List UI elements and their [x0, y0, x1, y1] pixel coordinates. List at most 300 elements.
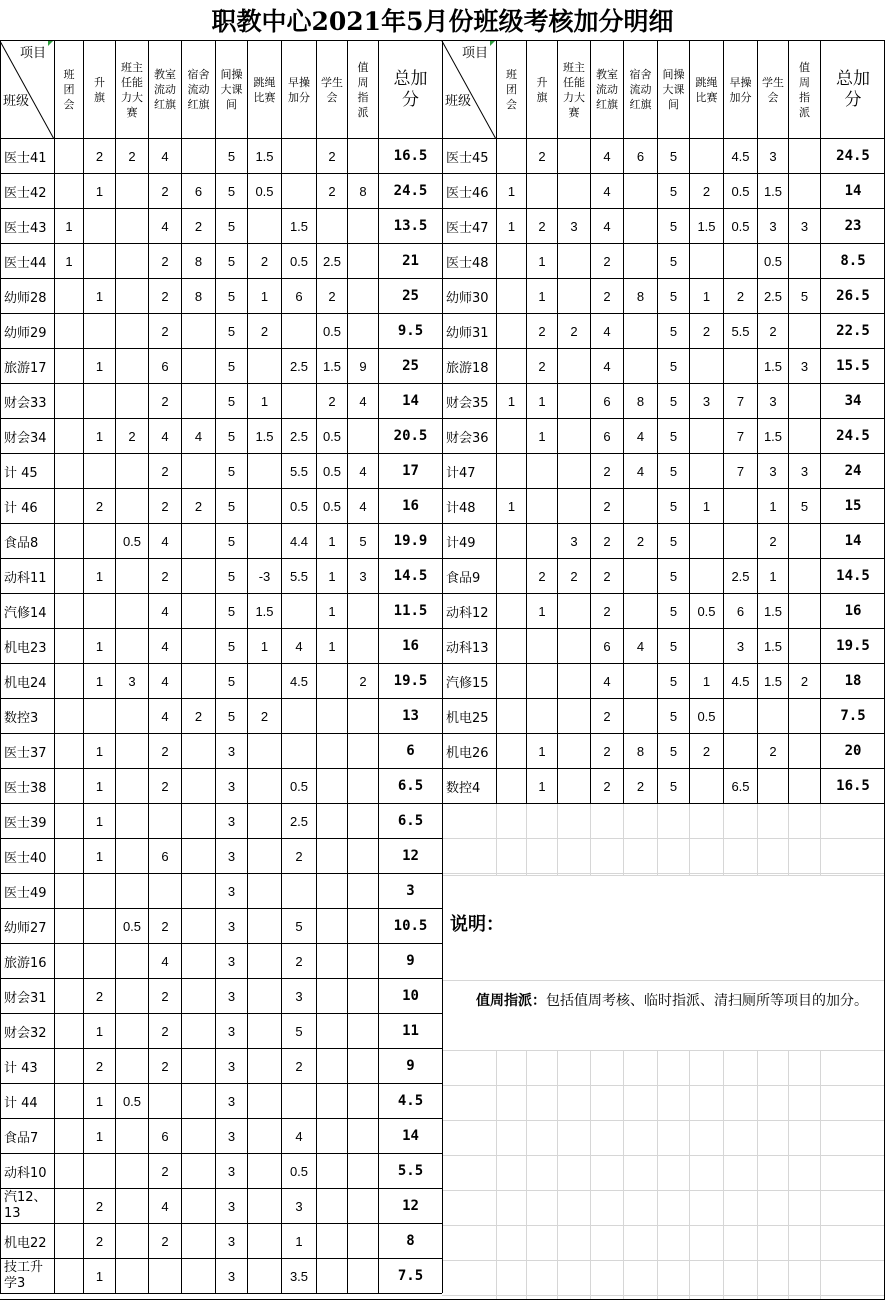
score-cell	[182, 524, 215, 558]
score-cell: 0.5	[289, 1163, 309, 1179]
score-cell	[527, 489, 557, 523]
score-cell	[558, 699, 590, 733]
class-name: 计49	[446, 535, 476, 551]
class-name: 动科12	[446, 605, 489, 621]
score-cell	[558, 279, 590, 313]
score-cell	[116, 839, 148, 873]
score-cell: 2.5	[763, 288, 783, 304]
score-cell	[55, 839, 83, 873]
class-name: 医士38	[4, 780, 47, 796]
class-name: 机电25	[446, 710, 489, 726]
score-cell	[248, 909, 281, 943]
score-cell	[84, 454, 115, 488]
score-cell: 1	[538, 743, 546, 759]
score-cell	[182, 139, 215, 173]
score-cell: 0.5	[731, 218, 750, 234]
score-cell	[282, 874, 316, 908]
score-cell	[55, 1259, 83, 1293]
total-score: 8.5	[840, 253, 866, 269]
score-cell	[182, 1014, 215, 1048]
total-score: 19.5	[393, 673, 428, 689]
total-score: 4.5	[397, 1093, 424, 1109]
score-cell	[317, 209, 347, 243]
total-score: 24.5	[836, 428, 870, 444]
score-cell: 8	[194, 288, 203, 304]
score-cell	[248, 349, 281, 383]
score-cell: 7	[736, 463, 745, 479]
score-cell	[558, 349, 590, 383]
class-name: 食品9	[446, 570, 481, 586]
score-cell: 4	[359, 498, 367, 514]
score-cell: 8	[636, 288, 645, 304]
score-cell	[558, 384, 590, 418]
score-cell	[182, 559, 215, 593]
column-header-left: 班 团 会	[63, 68, 75, 111]
score-cell: 2	[538, 148, 546, 164]
score-cell	[348, 769, 378, 803]
score-cell	[248, 524, 281, 558]
class-name: 医士37	[4, 745, 47, 761]
score-cell: 7	[736, 393, 745, 409]
grid-line	[557, 1050, 558, 1299]
score-cell: 5	[669, 253, 678, 269]
score-cell	[348, 909, 378, 943]
score-cell	[282, 1084, 316, 1118]
score-cell: 5	[669, 533, 678, 549]
score-cell	[348, 139, 378, 173]
score-cell	[55, 944, 83, 978]
score-cell: 5	[227, 323, 236, 339]
score-cell: 2	[260, 253, 269, 269]
total-score: 10.5	[393, 918, 428, 934]
score-cell: 3	[227, 813, 236, 829]
column-header-left: 宿舍 流动 红旗	[187, 68, 210, 111]
grid-line	[623, 1050, 624, 1299]
score-cell: 3	[227, 1163, 236, 1179]
class-name: 财会33	[4, 395, 47, 411]
class-name: 医士39	[4, 815, 47, 831]
score-cell: 0.5	[322, 323, 342, 339]
score-cell: 2	[161, 743, 169, 759]
grid-line	[442, 873, 885, 874]
score-cell: 4	[603, 183, 611, 199]
score-cell: 2	[603, 778, 611, 794]
grid-line	[442, 1085, 885, 1086]
score-cell: 4	[161, 603, 169, 619]
score-cell	[55, 769, 83, 803]
score-cell	[558, 454, 590, 488]
score-cell	[248, 664, 281, 698]
score-cell: 2	[800, 673, 809, 689]
score-cell	[248, 1049, 281, 1083]
score-cell	[55, 979, 83, 1013]
score-cell	[149, 874, 181, 908]
class-name: 医士41	[4, 150, 47, 166]
score-cell: 5	[669, 358, 678, 374]
class-name: 动科10	[4, 1165, 47, 1181]
total-score: 7.5	[397, 1268, 424, 1284]
corner-label-class: 班级	[3, 94, 30, 109]
score-cell	[497, 244, 526, 278]
score-cell: 8	[359, 183, 367, 199]
score-cell	[624, 664, 657, 698]
score-cell	[317, 769, 347, 803]
score-cell: 3	[227, 1233, 236, 1249]
score-cell	[55, 1154, 83, 1188]
grid-line	[689, 803, 690, 875]
score-cell: 5	[295, 918, 303, 934]
score-cell: 2	[161, 323, 169, 339]
score-cell	[116, 804, 148, 838]
class-name: 幼师31	[446, 325, 489, 341]
score-cell: 2	[128, 428, 136, 444]
score-cell	[84, 524, 115, 558]
score-cell: 3	[295, 988, 303, 1004]
score-cell: 1.5	[763, 428, 783, 444]
score-cell	[182, 944, 215, 978]
column-header-left: 间操 大课 间	[220, 68, 243, 111]
score-cell: 2	[95, 1198, 104, 1214]
class-name: 计 46	[4, 500, 38, 516]
score-cell: 1	[538, 393, 546, 409]
grid-line	[442, 1050, 885, 1051]
grid-line	[496, 803, 497, 875]
score-cell	[182, 909, 215, 943]
grid-line	[657, 1050, 658, 1299]
grid-line	[657, 803, 658, 875]
score-cell	[624, 244, 657, 278]
score-cell: 1	[95, 1128, 104, 1144]
score-cell	[789, 524, 820, 558]
total-score: 6.5	[397, 813, 424, 829]
score-cell	[55, 1224, 83, 1258]
score-cell: 5	[800, 498, 809, 514]
total-score: 5.5	[397, 1163, 424, 1179]
grid-line	[526, 803, 527, 875]
score-cell: 2	[603, 533, 611, 549]
score-cell	[182, 1224, 215, 1258]
total-score: 24.5	[393, 183, 428, 199]
score-cell	[116, 384, 148, 418]
score-cell	[690, 629, 723, 663]
score-cell: 5	[227, 428, 236, 444]
grid-line	[788, 803, 789, 875]
score-cell: 2	[603, 568, 611, 584]
total-score: 19.5	[836, 638, 870, 654]
score-cell: 0.5	[289, 498, 309, 514]
score-cell	[527, 454, 557, 488]
class-name: 食品7	[4, 1130, 39, 1146]
score-cell: 2	[603, 288, 611, 304]
column-header-left: 教室 流动 红旗	[154, 68, 176, 111]
grid-line	[442, 1295, 885, 1296]
score-cell: 5	[227, 218, 236, 234]
score-cell	[317, 1189, 347, 1223]
score-cell: 2	[328, 288, 336, 304]
score-cell	[55, 1084, 83, 1118]
score-cell: 4	[161, 1198, 169, 1214]
score-cell	[55, 279, 83, 313]
score-cell	[116, 1189, 148, 1223]
score-cell: 5	[669, 288, 678, 304]
score-cell: 1	[260, 393, 269, 409]
total-score: 14	[402, 393, 419, 409]
score-cell	[116, 279, 148, 313]
score-cell: 0.5	[122, 533, 142, 549]
class-name: 动科13	[446, 640, 489, 656]
score-cell: 3	[227, 1023, 236, 1039]
score-cell: 5	[227, 568, 236, 584]
score-cell: 2.5	[289, 358, 309, 374]
notes-text: 包括值周考核、临时指派、清扫厕所等项目的加分。	[546, 993, 868, 1009]
column-header-left: 值 周 指 派	[357, 60, 369, 119]
class-name: 汽修14	[4, 605, 47, 621]
column-header-right: 间操 大课 间	[662, 68, 685, 111]
score-cell	[558, 419, 590, 453]
score-cell	[248, 1154, 281, 1188]
score-cell: 0.5	[255, 183, 274, 199]
score-cell: 4	[359, 393, 367, 409]
total-score: 18	[844, 673, 862, 689]
score-cell	[116, 174, 148, 208]
score-cell: 2	[328, 393, 336, 409]
score-cell	[84, 314, 115, 348]
class-name: 机电22	[4, 1235, 47, 1251]
score-cell: 4.4	[289, 533, 309, 549]
score-cell	[497, 734, 526, 768]
score-cell	[248, 874, 281, 908]
score-cell	[527, 629, 557, 663]
score-cell: 6	[636, 148, 645, 164]
score-cell: 1	[65, 218, 73, 234]
score-cell	[348, 1049, 378, 1083]
score-cell	[248, 454, 281, 488]
score-cell: 1	[507, 393, 516, 409]
score-cell	[248, 1084, 281, 1118]
score-cell: 1	[95, 673, 104, 689]
grid-line	[820, 1050, 821, 1299]
score-cell: 2.5	[322, 253, 342, 269]
score-cell: 2.5	[289, 428, 309, 444]
score-cell: 3	[227, 883, 236, 899]
score-cell	[248, 1259, 281, 1293]
score-cell: 1	[507, 218, 516, 234]
total-score: 12	[402, 848, 419, 864]
column-header-right: 宿舍 流动 红旗	[629, 68, 652, 111]
score-cell	[624, 174, 657, 208]
score-cell	[182, 594, 215, 628]
score-cell	[116, 1224, 148, 1258]
score-cell	[116, 1154, 148, 1188]
score-cell: 2	[702, 743, 711, 759]
score-cell	[558, 594, 590, 628]
score-cell	[348, 944, 378, 978]
total-score: 15	[844, 498, 862, 514]
total-score: 3	[406, 883, 415, 899]
total-score: 9.5	[397, 323, 424, 339]
score-cell: 1	[538, 778, 546, 794]
score-cell: 2	[328, 148, 336, 164]
score-cell: 2	[603, 253, 611, 269]
score-cell	[182, 349, 215, 383]
total-score: 6.5	[397, 778, 424, 794]
column-header-right: 总加 分	[836, 68, 870, 110]
score-cell: 2	[295, 953, 303, 969]
score-cell	[282, 139, 316, 173]
score-cell	[317, 1049, 347, 1083]
score-cell: 4	[603, 673, 611, 689]
score-cell: 6	[161, 1128, 169, 1144]
score-cell	[690, 349, 723, 383]
class-name: 财会35	[446, 395, 489, 411]
class-name: 计 45	[4, 465, 38, 481]
score-cell: 2	[603, 603, 611, 619]
table-border	[442, 803, 885, 804]
score-cell	[84, 384, 115, 418]
class-name: 汽修15	[446, 675, 489, 691]
corner-label-class: 班级	[445, 94, 472, 109]
score-cell	[116, 1119, 148, 1153]
score-cell: 1.5	[255, 603, 274, 619]
score-cell: 6.5	[731, 778, 750, 794]
total-score: 16.5	[836, 778, 870, 794]
score-cell	[624, 594, 657, 628]
column-header-right: 值 周 指 派	[799, 60, 810, 119]
score-cell	[317, 1084, 347, 1118]
score-cell: 8	[194, 253, 203, 269]
grid-line	[590, 803, 591, 875]
score-cell	[690, 769, 723, 803]
score-cell: 3	[769, 393, 777, 409]
score-cell: 2	[328, 183, 336, 199]
score-cell	[84, 699, 115, 733]
total-score: 16.5	[393, 148, 428, 164]
column-header-right: 学生 会	[762, 75, 784, 104]
score-cell: 5	[669, 183, 678, 199]
score-cell: 5	[227, 603, 236, 619]
score-cell: 5	[669, 428, 678, 444]
score-cell	[282, 734, 316, 768]
score-cell	[789, 314, 820, 348]
score-cell: 5	[669, 743, 678, 759]
score-cell	[116, 209, 148, 243]
notes-term: 值周指派：	[476, 993, 546, 1009]
score-cell: 2	[128, 148, 136, 164]
score-cell: 2	[161, 183, 169, 199]
score-cell: 1	[702, 498, 711, 514]
grid-line	[757, 803, 758, 875]
score-cell	[84, 1154, 115, 1188]
score-cell: 5	[669, 148, 678, 164]
score-cell: 2	[95, 1058, 104, 1074]
score-cell: 0.5	[289, 253, 309, 269]
score-cell	[527, 699, 557, 733]
score-cell	[116, 1049, 148, 1083]
score-cell: 2	[603, 463, 611, 479]
score-cell	[497, 769, 526, 803]
score-cell: 6	[194, 183, 203, 199]
total-score: 9	[406, 953, 415, 969]
score-cell: 3	[227, 1198, 236, 1214]
class-name: 计 44	[4, 1095, 38, 1111]
score-cell: 2	[538, 323, 546, 339]
total-score: 14	[844, 183, 862, 199]
score-cell	[116, 1259, 148, 1293]
score-cell	[182, 629, 215, 663]
score-cell	[348, 699, 378, 733]
score-cell	[182, 1259, 215, 1293]
grid-line	[496, 1050, 497, 1299]
class-name: 机电23	[4, 640, 47, 656]
score-cell	[182, 1189, 215, 1223]
score-cell: 2	[603, 743, 611, 759]
score-cell: 2	[538, 218, 546, 234]
score-cell	[55, 419, 83, 453]
score-cell	[690, 524, 723, 558]
score-cell: 1.5	[763, 673, 783, 689]
score-cell	[690, 139, 723, 173]
score-cell	[624, 209, 657, 243]
score-cell	[690, 419, 723, 453]
score-cell	[624, 349, 657, 383]
score-cell: 4	[161, 218, 169, 234]
score-cell: 5	[227, 393, 236, 409]
score-cell	[348, 314, 378, 348]
score-cell: 5	[669, 498, 678, 514]
score-cell: 1.5	[763, 358, 783, 374]
score-cell: 5	[227, 533, 236, 549]
score-cell	[758, 769, 788, 803]
score-cell	[248, 839, 281, 873]
score-cell: 0.5	[322, 428, 342, 444]
score-cell: 1.5	[697, 218, 716, 234]
score-cell	[789, 699, 820, 733]
score-cell: 3	[227, 918, 236, 934]
score-cell	[789, 734, 820, 768]
score-cell: 1	[702, 673, 711, 689]
score-cell: 4	[295, 1128, 303, 1144]
column-header-left: 班主 任能 力大 赛	[121, 60, 143, 119]
class-name: 医士46	[446, 185, 489, 201]
score-cell	[149, 1084, 181, 1118]
score-cell	[55, 1049, 83, 1083]
score-cell: 8	[636, 393, 645, 409]
score-cell	[348, 594, 378, 628]
score-cell: 0.5	[322, 498, 342, 514]
score-cell	[84, 209, 115, 243]
total-score: 22.5	[836, 323, 870, 339]
score-cell: 4	[636, 428, 645, 444]
score-cell	[182, 1049, 215, 1083]
class-name: 医士43	[4, 220, 47, 236]
score-cell: 3	[769, 463, 777, 479]
score-cell: 2	[95, 148, 104, 164]
total-score: 24.5	[836, 148, 870, 164]
score-cell: 4.5	[731, 673, 750, 689]
score-cell: 0.5	[122, 918, 142, 934]
score-cell	[624, 489, 657, 523]
score-cell: 1	[769, 568, 777, 584]
score-cell	[497, 349, 526, 383]
score-cell	[55, 454, 83, 488]
score-cell: 7	[736, 428, 745, 444]
score-cell: 1	[95, 1093, 104, 1109]
score-cell: 5	[227, 708, 236, 724]
score-cell: 2	[769, 323, 777, 339]
score-cell	[348, 1189, 378, 1223]
score-cell: 3	[570, 218, 578, 234]
total-score: 13	[402, 708, 419, 724]
